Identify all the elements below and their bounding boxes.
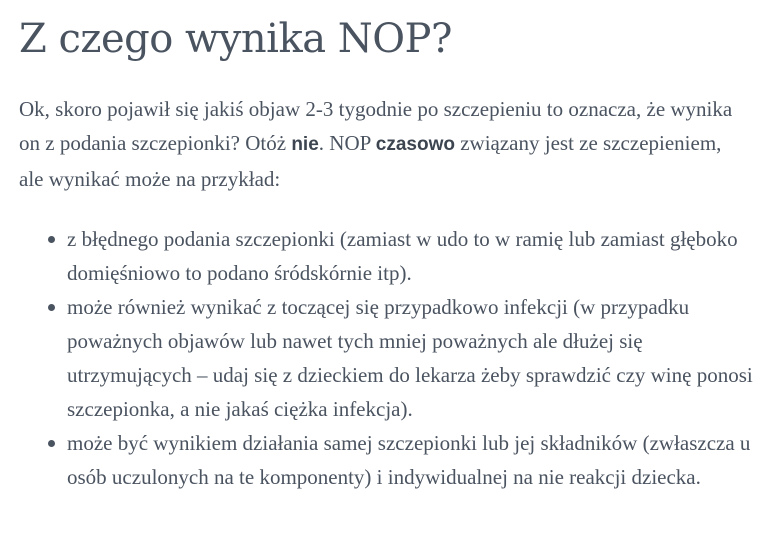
intro-text-3: związany jest ze szczepieniem, ale wynikać może na przykład: xyxy=(19,131,722,191)
bullet-icon xyxy=(48,440,55,447)
list-item-text: może być wynikiem działania samej szczepionki lub jej składników (zwłaszcza u osób uczulonych na te komponenty) i indywidualnej na nie reakcji dziecka. xyxy=(67,431,751,489)
bullet-icon xyxy=(48,304,55,311)
intro-text-1: Ok, skoro pojawił się jakiś objaw 2-3 tygodnie po szczepieniu to oznacza, że wynika on z podania szczepionki? Otóż xyxy=(19,97,733,155)
list-item-text: może również wynikać z toczącej się przypadkowo infekcji (w przypadku poważnych objawów lub nawet tych mniej poważnych ale dłużej się utrzymujących – udaj się z dzieckiem do lekarza żeby sprawdzić czy winę ponosi szczepionka, a nie jakaś ciężka infekcja). xyxy=(67,295,753,421)
list-item xyxy=(67,426,757,494)
list-item-text: z błędnego podania szczepionki (zamiast w udo to w ramię lub zamiast głęboko domięśniowo to podano śródskórnie itp). xyxy=(67,227,738,285)
list-item xyxy=(67,290,757,426)
intro-paragraph xyxy=(19,92,749,196)
intro-text-2: . NOP xyxy=(318,131,376,155)
causes-list xyxy=(19,222,757,494)
section-heading: Z czego wynika NOP? xyxy=(19,16,452,62)
list-item xyxy=(67,222,757,290)
bullet-icon xyxy=(48,236,55,243)
intro-bold-nie: nie xyxy=(291,134,319,155)
intro-bold-czasowo: czasowo xyxy=(375,134,455,155)
